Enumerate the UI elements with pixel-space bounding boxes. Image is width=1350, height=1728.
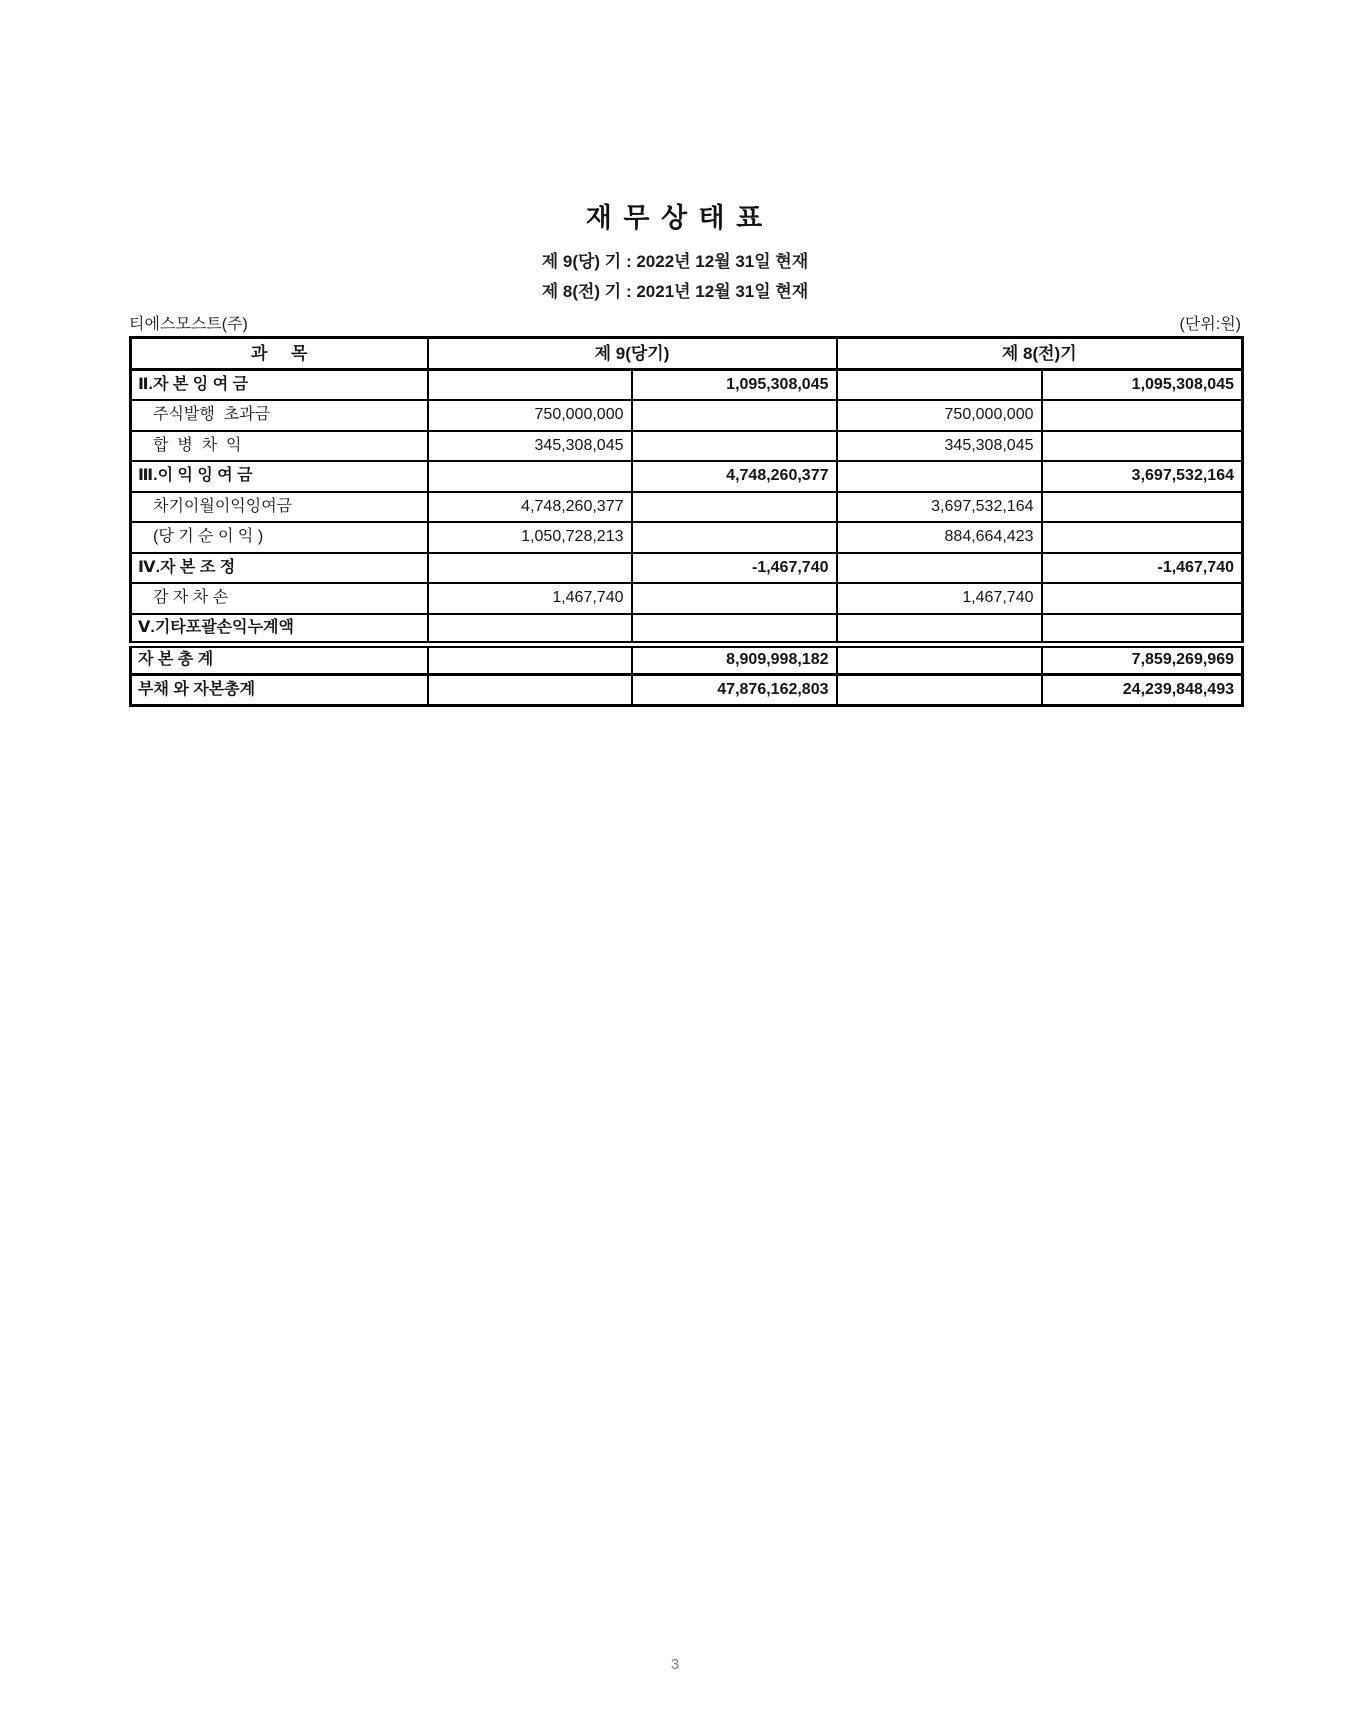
table-row-total-liabilities-and-equity xyxy=(131,675,1243,706)
current-detail-cell xyxy=(428,370,632,401)
prior-total-cell xyxy=(1042,522,1243,553)
header-item: 과 목 xyxy=(131,338,428,370)
company-name: 티에스모스트(주) xyxy=(129,316,248,333)
current-detail-cell xyxy=(428,614,632,645)
prior-total-cell xyxy=(1042,614,1243,645)
prior-total-cell: 1,095,308,045 xyxy=(1042,370,1243,401)
period-prior-line: 제 8(전) 기 : 2021년 12월 31일 현재 xyxy=(541,282,809,301)
prior-total-cell: 24,239,848,493 xyxy=(1042,675,1243,706)
current-total-cell xyxy=(632,614,837,645)
current-total-cell xyxy=(632,583,837,614)
table-row-retained-earnings xyxy=(131,461,1243,492)
row-label: 자 본 총 계 xyxy=(131,644,428,675)
document-title: 재 무 상 태 표 xyxy=(585,203,765,233)
prior-total-cell xyxy=(1042,583,1243,614)
table-row-capital-reduction-loss xyxy=(131,583,1243,614)
table-header-row xyxy=(131,338,1243,370)
prior-total-cell: 7,859,269,969 xyxy=(1042,644,1243,675)
current-detail-cell: 1,050,728,213 xyxy=(428,522,632,553)
balance-sheet-table xyxy=(129,336,1244,707)
prior-total-cell xyxy=(1042,400,1243,431)
header-current-period: 제 9(당기) xyxy=(428,338,837,370)
current-total-cell xyxy=(632,492,837,523)
table-row-total-equity xyxy=(131,644,1243,675)
table-row-net-income xyxy=(131,522,1243,553)
table-row-other-comprehensive-income xyxy=(131,614,1243,645)
row-label: Ⅲ.이 익 잉 여 금 xyxy=(131,461,428,492)
header-prior-period: 제 8(전)기 xyxy=(837,338,1243,370)
prior-detail-cell: 750,000,000 xyxy=(837,400,1042,431)
prior-total-cell xyxy=(1042,492,1243,523)
prior-detail-cell xyxy=(837,461,1042,492)
table-row-share-premium xyxy=(131,400,1243,431)
current-detail-cell xyxy=(428,461,632,492)
row-label: 부채 와 자본총계 xyxy=(131,675,428,706)
current-total-cell xyxy=(632,400,837,431)
prior-detail-cell xyxy=(837,370,1042,401)
prior-detail-cell: 345,308,045 xyxy=(837,431,1042,462)
table-row-merger-gain xyxy=(131,431,1243,462)
row-label: 차기이월이익잉여금 xyxy=(131,492,428,523)
current-detail-cell: 1,467,740 xyxy=(428,583,632,614)
period-current-line: 제 9(당) 기 : 2022년 12월 31일 현재 xyxy=(541,252,809,271)
prior-total-cell: -1,467,740 xyxy=(1042,553,1243,584)
prior-detail-cell: 3,697,532,164 xyxy=(837,492,1042,523)
table-row-carried-forward xyxy=(131,492,1243,523)
current-total-cell xyxy=(632,431,837,462)
current-detail-cell xyxy=(428,644,632,675)
prior-detail-cell xyxy=(837,614,1042,645)
row-label: 주식발행 초과금 xyxy=(131,400,428,431)
prior-detail-cell: 1,467,740 xyxy=(837,583,1042,614)
current-detail-cell: 750,000,000 xyxy=(428,400,632,431)
current-total-cell: 4,748,260,377 xyxy=(632,461,837,492)
current-total-cell: 1,095,308,045 xyxy=(632,370,837,401)
current-total-cell: 8,909,998,182 xyxy=(632,644,837,675)
table-meta-row xyxy=(129,311,1241,334)
row-label: Ⅳ.자 본 조 정 xyxy=(131,553,428,584)
current-detail-cell: 345,308,045 xyxy=(428,431,632,462)
page-number: 3 xyxy=(670,1656,680,1673)
row-label: Ⅱ.자 본 잉 여 금 xyxy=(131,370,428,401)
row-label: (당 기 순 이 익 ) xyxy=(131,522,428,553)
prior-detail-cell xyxy=(837,644,1042,675)
row-label: Ⅴ.기타포괄손익누계액 xyxy=(131,614,428,645)
prior-total-cell xyxy=(1042,431,1243,462)
row-label: 감 자 차 손 xyxy=(131,583,428,614)
current-total-cell: -1,467,740 xyxy=(632,553,837,584)
prior-detail-cell xyxy=(837,553,1042,584)
current-total-cell xyxy=(632,522,837,553)
prior-total-cell: 3,697,532,164 xyxy=(1042,461,1243,492)
unit-label: (단위:원) xyxy=(1179,316,1241,333)
current-total-cell: 47,876,162,803 xyxy=(632,675,837,706)
prior-detail-cell xyxy=(837,675,1042,706)
current-detail-cell: 4,748,260,377 xyxy=(428,492,632,523)
current-detail-cell xyxy=(428,675,632,706)
prior-detail-cell: 884,664,423 xyxy=(837,522,1042,553)
table-row-capital-surplus xyxy=(131,370,1243,401)
row-label: 합 병 차 익 xyxy=(131,431,428,462)
current-detail-cell xyxy=(428,553,632,584)
table-row-capital-adjustment xyxy=(131,553,1243,584)
